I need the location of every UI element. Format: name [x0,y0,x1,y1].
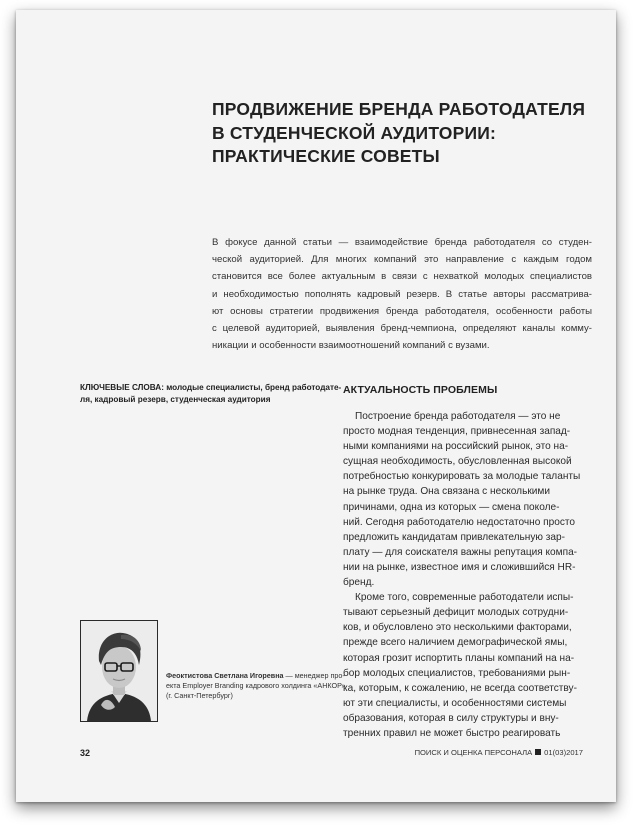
body-line: на рынке труда. Она связана с несколькими [343,486,550,498]
keywords-text: молодые специалисты, бренд работодате- [163,383,342,392]
journal-name: ПОИСК И ОЦЕНКА ПЕРСОНАЛА [414,748,533,757]
body-line: ков, и обусловлено это несколькими факторами, [343,622,572,634]
article-body [343,409,605,741]
author-line: (г. Санкт-Петербург) [166,690,233,700]
title-line: ПРАКТИЧЕСКИЕ СОВЕТЫ [212,146,440,166]
body-line: нии на рынке, известное имя и сложившийся HR- [343,561,576,573]
journal-footer [415,748,583,757]
body-line: ний. Сегодня работодателю недостаточно просто [343,516,576,528]
square-separator-icon [535,749,541,755]
author-photo [80,620,158,722]
body-line: ка, которым, к сожалению, не всегда соответству- [343,682,577,694]
page-number: 32 [80,748,91,758]
keywords-line [80,382,342,394]
body-line: тренних правил не может быстро реагировать [343,727,561,739]
body-line: просто модная тенденция, привнесенная запад- [343,426,571,438]
title-line: ПРОДВИЖЕНИЕ БРЕНДА РАБОТОДАТЕЛЯ [212,99,586,119]
body-line: Кроме того, современные работодатели испы- [355,592,574,604]
body-line: тывают серьезный дефицит молодых сотрудни- [343,607,569,619]
issue-number: 01(03)2017 [544,748,583,757]
abstract-line: и необходимостью пополнять кадровый резерв. В статье авторы рассматрива- [212,288,592,300]
abstract-line: В фокусе данной статьи — взаимодействие бренда работодателя со студен- [212,237,592,248]
body-line: потребностью конкурировать за молодые таланты [343,471,581,483]
author-name: Феоктистова Светлана Игоревна [166,671,284,680]
body-line: бор молодых специалистов, требованиями рын- [343,667,571,679]
body-line: ными компаниями на российский рынок, это на- [343,441,569,453]
body-line: которая грозит испортить планы компаний на на- [343,652,575,664]
abstract-line: ют основы стратегии продвижения бренда работодателя, особенности работы [212,305,592,317]
body-line: сущная необходимость, обусловленная высокой [343,456,572,468]
author-info [166,671,346,700]
keywords-label: КЛЮЧЕВЫЕ СЛОВА: [80,383,164,392]
body-line: образования, которая в силу структуры и вну- [343,712,559,724]
body-line: бренд. [343,577,375,589]
author-line [166,671,345,681]
abstract-line: становится все более актуальным в связи с нехваткой молодых специалистов [212,271,592,283]
body-line: прежде всего наличием демографической ямы, [343,637,568,649]
body-line: причинами, одна из которых — смена поколе- [343,501,560,513]
author-role: — менеджер про- [283,671,345,680]
body-line: ют эти специалисты, и особенностями системы [343,697,567,709]
magazine-page [16,10,616,802]
abstract-line: с целевой аудиторией, выявления бренд-чемпиона, определяют каналы комму- [212,323,592,335]
body-line: Построение бренда работодателя — это не [355,411,561,422]
abstract-line: никации и особенности взаимоотношений компаний с вузами. [212,340,490,352]
author-line: екта Employer Branding кадрового холдинга «АНКОР» [166,680,346,690]
body-line: плату — для соискателя важны репутация компа- [343,546,578,558]
keywords-block [80,382,342,405]
article-abstract [212,234,592,354]
body-line: предложить кандидатам привлекательную зар- [343,531,565,543]
abstract-line: ческой аудиторией. Для многих компаний это направление с каждым годом [212,254,592,266]
section-heading: АКТУАЛЬНОСТЬ ПРОБЛЕМЫ [343,384,498,396]
author-portrait-image [81,621,157,721]
article-title [212,98,586,169]
title-line: В СТУДЕНЧЕСКОЙ АУДИТОРИИ: [212,122,497,143]
keywords-line: ля, кадровый резерв, студенческая аудитория [80,394,271,404]
